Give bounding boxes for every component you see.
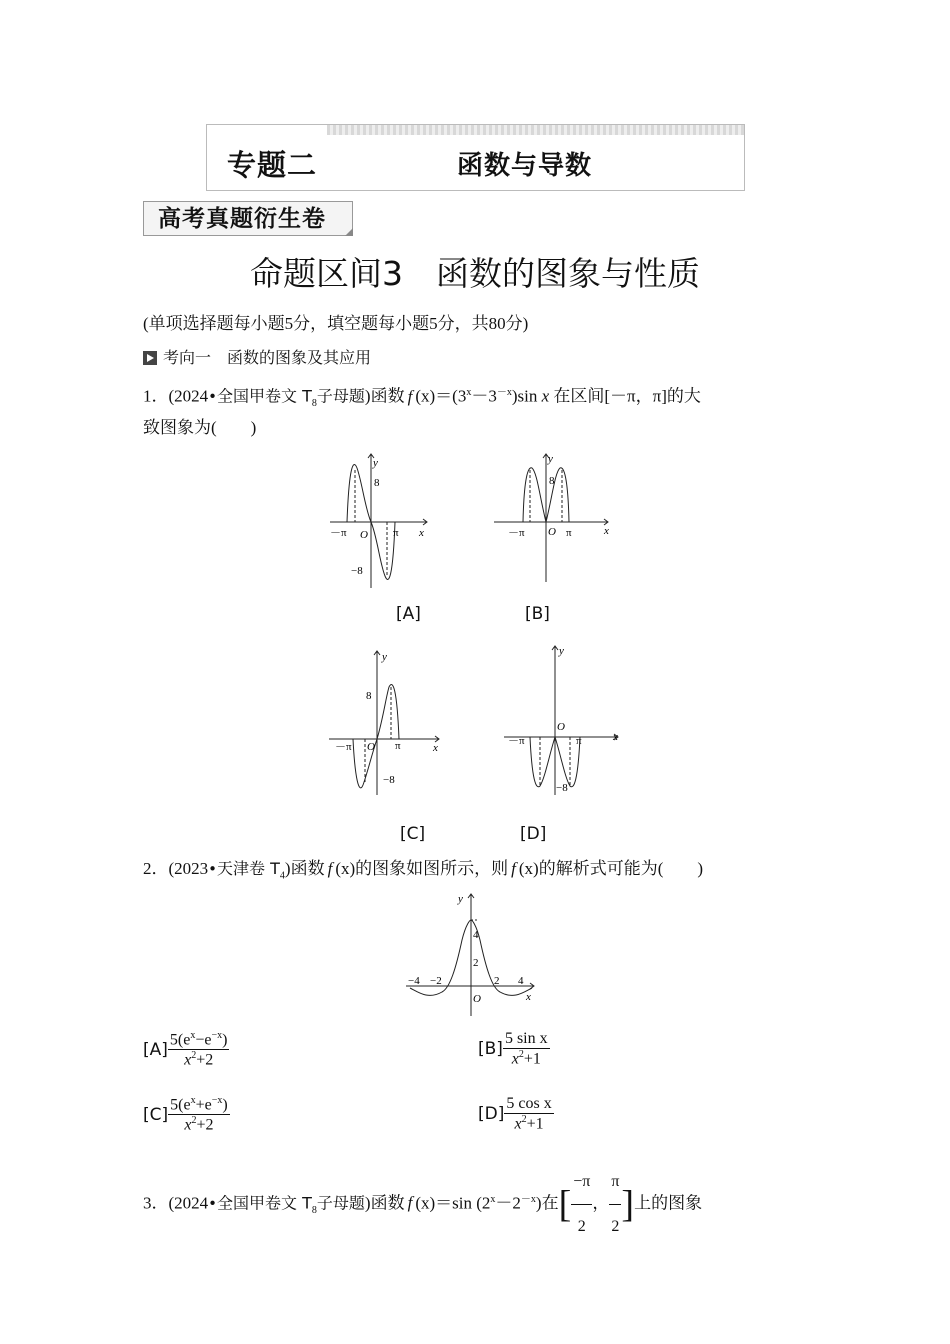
chapter-banner [206,124,745,191]
section-heading [143,346,371,370]
play-triangle-icon [143,351,157,365]
q3-eq: ＝sin (2 [435,1193,491,1213]
q1-close: ) [364,386,371,406]
q3-source-tail: 子母题 [316,1193,365,1213]
question-2 [143,857,823,888]
q1-exp1: x [466,387,472,398]
y-label: y [548,453,553,465]
q1-rest2: 在区间[－π，π]的大 [553,386,701,406]
q3-dot: • [208,1194,218,1213]
origin-label: O [548,526,556,538]
q2-option-c[interactable] [143,1095,230,1135]
q3-frac1 [571,1160,592,1249]
x-label: x [604,525,609,537]
q2-option-b[interactable] [478,1030,550,1068]
y-label: y [382,651,387,663]
x-label: x [526,991,531,1003]
option-c-fraction [168,1095,230,1135]
q3-rest1: )在 [535,1193,559,1213]
tick-negpi: －π [335,741,352,753]
q1-source: 全国甲卷文 T [217,386,312,406]
section-heading-text: 考向一 函数的图象及其应用 [163,348,372,367]
option-d-label: [D] [478,1104,505,1125]
q1-rest1: )sin [511,386,538,406]
instructions: (单项选择题每小题5分，填空题每小题5分，共80分) [143,314,529,333]
q2-x-2: (x) [518,859,539,878]
q3-source: 全国甲卷文 T [217,1193,312,1213]
curve-c [353,685,399,788]
tick-neg8: −8 [383,774,395,786]
tick-pi: π [566,527,572,539]
graph-label-a: [A] [396,604,421,624]
chapter-number: 专题二 [227,148,318,182]
q3-source-sub: 8 [311,1204,317,1216]
q1-number: 1． [143,386,169,406]
a-mid: −e [195,1031,212,1049]
q1-source-tail: 子母题 [316,386,365,406]
tick-negpi: －π [330,527,347,539]
section-tag [143,201,353,236]
option-a-fraction [168,1030,230,1070]
q3-frac2-den: 2 [611,1218,620,1235]
q2-option-a[interactable] [143,1030,229,1070]
origin-label: O [367,741,375,753]
a-den: x [184,1051,192,1069]
a-den-end: +2 [196,1051,214,1069]
q3-number: 3． [143,1193,169,1213]
c-end: ) [222,1096,228,1114]
q2-close: ) [284,859,291,878]
q3-f: f [407,1193,413,1213]
a-exp2: −x [211,1030,223,1041]
q3-minus: －2 [495,1193,521,1213]
q3-year: (2024 [168,1193,209,1213]
x-label: x [419,527,424,539]
q2-text1: 函数 [290,859,325,878]
option-d-fraction [504,1095,553,1133]
option-b-label: [B] [478,1039,503,1060]
d-num: 5 cos x [506,1095,552,1112]
tick-pi: π [576,735,582,747]
page-title: 命题区间3 函数的图象与性质 [250,254,700,293]
q2-dot: • [208,860,218,878]
b-num: 5 sin x [504,1030,548,1047]
q3-frac2-num: π [609,1160,621,1205]
q1-xvar: x [541,386,550,406]
b-den-end: +1 [523,1050,541,1068]
q3-close: ) [364,1193,371,1213]
q1-dot: • [208,387,218,406]
y-label: y [559,645,564,657]
q2-f: f [327,859,333,878]
option-c-label: [C] [143,1104,169,1125]
question-1 [143,381,823,416]
a-num: 5(e [169,1031,191,1049]
q1-minus: －3 [471,386,497,406]
b-den-exp: 2 [518,1049,524,1060]
q3-bracket-close: ] [621,1183,635,1226]
q3-exp2: －x [520,1193,536,1205]
q3-x: (x) [415,1193,436,1213]
tag-corner-mark [345,228,353,236]
tick-neg8: −8 [556,782,568,794]
tick-8: 8 [374,477,380,489]
x-label: x [433,742,438,754]
q1-exp2: －x [496,387,512,398]
option-b-fraction [503,1030,550,1068]
q2-option-d[interactable] [478,1095,554,1133]
c-den-exp: 2 [191,1115,197,1127]
q1-x: (x) [415,386,436,406]
q2-year: (2023 [168,859,209,878]
tick-4: 4 [473,929,479,941]
q2-source: 天津卷 T [217,859,280,878]
tick-8: 8 [549,475,555,487]
q2-text3: 的解析式可能为( ) [538,859,704,878]
origin-label: O [557,721,565,733]
q1-source-sub: 8 [311,398,317,410]
graph-label-b: [B] [525,604,550,624]
q1-f: f [407,386,413,406]
origin-label: O [360,529,368,541]
graph-label-d: [D] [520,824,547,844]
a-end: ) [222,1031,228,1049]
c-exp2: −x [211,1095,223,1106]
graph-label-c: [C] [400,824,426,844]
q2-graph [400,888,540,1020]
q1-year: (2024 [168,386,209,406]
tick-neg4: −4 [408,975,420,987]
c-num: 5(e [170,1096,191,1114]
q3-exp1: x [490,1193,496,1205]
a-den-exp: 2 [191,1050,197,1062]
tick-pi: π [395,740,401,752]
q1-graph-b [490,448,615,588]
q2-source-sub: 4 [279,870,285,882]
tick-8: 8 [366,690,372,702]
a-exp1: x [190,1030,196,1041]
q3-frac2 [609,1160,621,1249]
q3-frac1-num: −π [571,1160,592,1205]
c-den: x [184,1116,192,1134]
tick-neg2: −2 [430,975,442,987]
q1-line2: 致图象为( ) [143,418,257,437]
q2-text2: 的图象如图所示，则 [355,859,509,878]
q1-graph-a [325,448,435,593]
y-label: y [373,457,378,469]
q2-x: (x) [335,859,356,878]
d-den-end: +1 [526,1115,544,1133]
tick-negpi: －π [508,735,525,747]
c-exp1: x [190,1095,196,1106]
q3-bracket-open: [ [558,1183,572,1226]
q3-rest2: 上的图象 [634,1193,703,1213]
q2-number: 2． [143,859,169,878]
tick-2: 2 [473,957,479,969]
tick-x2: 2 [494,975,500,987]
chapter-title: 函数与导数 [457,151,593,181]
q1-graph-d [500,640,625,800]
question-3 [143,1160,823,1249]
y-label: y [458,893,463,905]
q2-f-2: f [511,859,516,878]
c-den-end: +2 [196,1116,214,1134]
c-mid: +e [195,1096,212,1114]
q3-frac1-den: 2 [577,1218,586,1235]
tick-pi: π [393,527,399,539]
option-a-label: [A] [143,1039,168,1060]
q1-eq: ＝(3 [435,386,467,406]
origin-label: O [473,993,481,1005]
x-label: x [613,731,618,743]
banner-stripe [327,125,744,135]
tick-x4: 4 [518,975,524,987]
q3-comma: ， [592,1193,610,1213]
b-den: x [511,1050,519,1068]
q1-graph-c [325,645,445,800]
tick-neg8: −8 [351,565,363,577]
q1-text: 函数 [370,386,405,406]
section-tag-text: 高考真题衍生卷 [158,206,326,231]
tick-negpi: －π [508,527,525,539]
q3-text: 函数 [370,1193,405,1213]
d-den: x [514,1115,522,1133]
d-den-exp: 2 [521,1114,527,1125]
